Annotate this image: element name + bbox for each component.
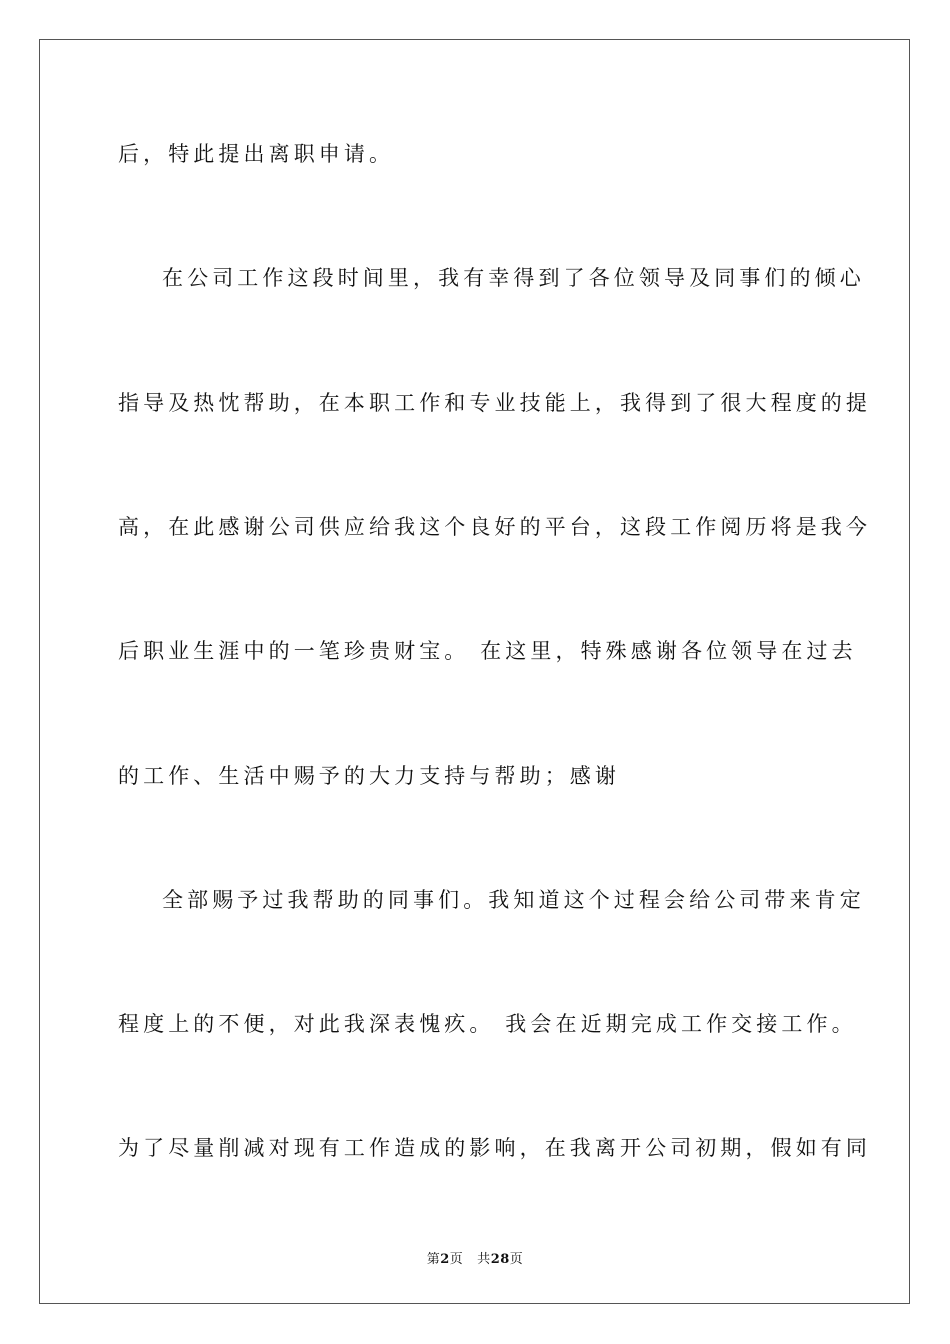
body-line-6: 的工作、生活中赐予的大力支持与帮助；感谢 [118, 764, 620, 788]
body-line-7: 全部赐予过我帮助的同事们。我知道这个过程会给公司带来肯定 [162, 888, 865, 912]
total-prefix: 共 [477, 1252, 491, 1267]
page-number: 2 [440, 1252, 450, 1267]
page-footer [0, 1248, 950, 1267]
body-line-9: 为了尽量削减对现有工作造成的影响，在我离开公司初期，假如有同 [118, 1136, 871, 1160]
total-suffix: 页 [509, 1252, 524, 1267]
page-frame [39, 39, 910, 1304]
body-line-5: 后职业生涯中的一笔珍贵财宝。 在这里，特殊感谢各位领导在过去 [118, 639, 857, 663]
body-line-2: 在公司工作这段时间里，我有幸得到了各位领导及同事们的倾心 [162, 266, 865, 290]
total-pages: 28 [490, 1252, 510, 1267]
page-prefix: 第 [426, 1252, 441, 1267]
page-suffix: 页 [449, 1252, 464, 1267]
body-line-8: 程度上的不便，对此我深表愧疚。 我会在近期完成工作交接工作。 [118, 1012, 857, 1036]
body-line-4: 高，在此感谢公司供应给我这个良好的平台，这段工作阅历将是我今 [118, 515, 871, 539]
body-line-1: 后，特此提出离职申请。 [118, 142, 395, 166]
body-line-3: 指导及热忱帮助，在本职工作和专业技能上，我得到了很大程度的提 [118, 391, 871, 415]
